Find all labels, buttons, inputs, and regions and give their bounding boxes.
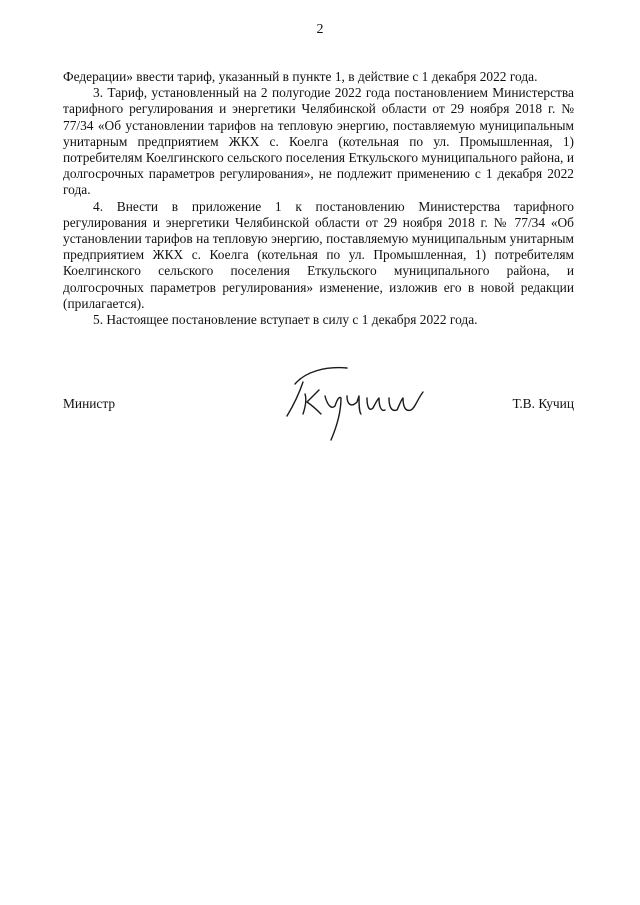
paragraph-item-4: 4. Внести в приложение 1 к постановлению Министерства тарифного регулирования и энергетики Челябинской области от 29 ноября 2018 г. № 77/34 «Об установлении тарифов на тепловую энергию, поставляемую муниципальным унитарным предприятием ЖКХ с. Коелга (котельная по ул. Промышленная, 1) потребителям Коелгинского сельского поселения Еткульского муниципального района, и долгосрочных параметров регулирования» изменение, изложив его в новой редакции (прилагается). [63, 198, 574, 311]
signatory-name: Т.В. Кучиц [512, 396, 574, 411]
handwritten-signature [275, 360, 435, 450]
signature-block [63, 360, 574, 450]
page-number: 2 [316, 22, 324, 37]
paragraph-continuation: Федерации» ввести тариф, указанный в пункте 1, в действие с 1 декабря 2022 года. [63, 69, 538, 84]
paragraph-item-5: 5. Настоящее постановление вступает в силу с 1 декабря 2022 года. [93, 312, 478, 328]
signatory-position: Министр [63, 396, 116, 411]
paragraph-item-3: 3. Тариф, установленный на 2 полугодие 2022 года постановлением Министерства тарифного регулирования и энергетики Челябинской области от 29 ноября 2018 г. № 77/34 «Об установлении тарифов на тепловую энергию, поставляемую муниципальным унитарным предприятием ЖКХ с. Коелга (котельная по ул. Промышленная, 1) потребителям Коелгинского сельского поселения Еткульского муниципального района, и долгосрочных параметров регулирования», не подлежит применению с 1 декабря 2022 года. [63, 85, 574, 198]
document-body [63, 69, 574, 328]
